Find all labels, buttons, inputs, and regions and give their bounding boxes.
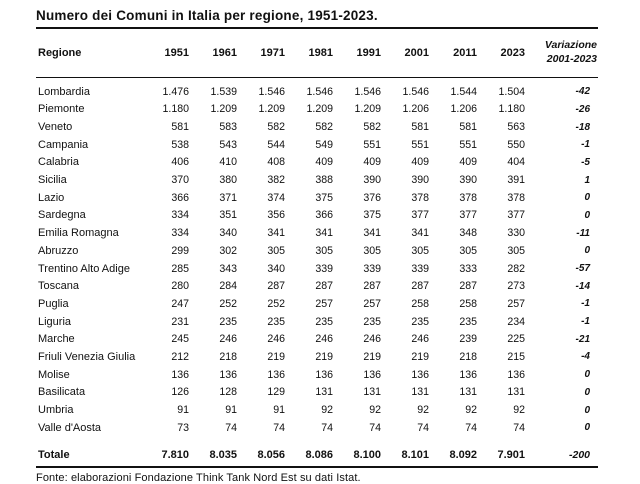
table-row	[36, 207, 598, 225]
year-value: 378	[411, 191, 429, 204]
year-value: 131	[411, 386, 429, 399]
region-name: Marche	[38, 333, 75, 346]
year-value: 550	[507, 138, 525, 151]
year-value: 305	[507, 244, 525, 257]
year-value: 375	[363, 209, 381, 222]
total-value-2011: 8.092	[449, 448, 477, 461]
year-value: 1.206	[402, 103, 429, 116]
year-value: 366	[315, 209, 333, 222]
column-header-1951: 1951	[141, 29, 189, 78]
year-value: 129	[267, 386, 285, 399]
year-value: 583	[219, 121, 237, 133]
year-value: 258	[459, 297, 477, 310]
year-value: 1.539	[210, 85, 237, 98]
variation-value: 0	[584, 422, 590, 434]
year-value: 538	[171, 138, 189, 151]
column-header-2001: 2001	[381, 29, 429, 78]
table-row	[36, 118, 598, 136]
variation-value: 0	[584, 245, 590, 257]
year-value: 339	[315, 262, 333, 275]
variation-value: -4	[581, 351, 590, 363]
year-value: 126	[171, 386, 189, 399]
table-row	[36, 260, 598, 278]
region-name: Lazio	[38, 191, 65, 204]
year-value: 74	[369, 421, 381, 434]
year-value: 91	[273, 404, 285, 416]
year-value: 366	[171, 191, 189, 204]
year-value: 128	[219, 386, 237, 399]
variation-value: 1	[584, 174, 590, 186]
year-value: 131	[507, 386, 525, 399]
year-value: 351	[219, 209, 237, 222]
source-note: Fonte: elaborazioni Fondazione Think Tank Nord Est su dati Istat.	[36, 471, 361, 484]
region-name: Veneto	[38, 121, 73, 133]
year-value: 305	[459, 244, 477, 257]
year-value: 74	[465, 421, 477, 434]
figure-container	[36, 4, 598, 484]
year-value: 215	[507, 350, 525, 363]
region-name: Sicilia	[38, 174, 67, 187]
comuni-table	[36, 29, 598, 468]
year-value: 543	[219, 138, 237, 151]
year-value: 252	[219, 297, 237, 310]
column-header-regione: Regione	[36, 29, 141, 78]
variation-value: 0	[584, 386, 590, 398]
year-value: 1.180	[498, 103, 525, 116]
year-value: 74	[417, 421, 429, 434]
year-value: 247	[171, 297, 189, 310]
variation-value: -11	[576, 227, 590, 239]
variation-value: -1	[581, 316, 590, 328]
table-row	[36, 366, 598, 384]
year-value: 246	[219, 333, 237, 346]
region-name: Toscana	[38, 280, 79, 293]
year-value: 92	[321, 404, 333, 416]
year-value: 74	[225, 421, 237, 434]
column-header-2011: 2011	[429, 29, 477, 78]
year-value: 1.546	[306, 85, 333, 98]
variation-value: -1	[581, 298, 590, 310]
year-value: 245	[171, 333, 189, 346]
year-value: 1.544	[450, 85, 477, 98]
year-value: 340	[219, 227, 237, 240]
region-name: Basilicata	[38, 386, 86, 399]
year-value: 409	[459, 156, 477, 169]
variation-value: 0	[584, 369, 590, 381]
column-header-1991: 1991	[333, 29, 381, 78]
year-value: 92	[417, 404, 429, 416]
year-value: 581	[411, 121, 429, 133]
year-value: 1.209	[354, 103, 381, 116]
year-value: 581	[171, 121, 189, 133]
year-value: 235	[411, 315, 429, 328]
year-value: 305	[267, 244, 285, 257]
region-name: Liguria	[38, 315, 72, 328]
year-value: 257	[315, 297, 333, 310]
year-value: 246	[267, 333, 285, 346]
year-value: 287	[459, 280, 477, 293]
variation-value: -57	[575, 263, 590, 274]
year-value: 74	[321, 421, 333, 434]
year-value: 136	[363, 368, 381, 381]
year-value: 219	[363, 350, 381, 363]
year-value: 246	[315, 333, 333, 346]
total-label: Totale	[38, 448, 70, 461]
year-value: 131	[315, 386, 333, 399]
year-value: 131	[459, 386, 477, 399]
year-value: 348	[459, 227, 477, 240]
year-value: 390	[363, 174, 381, 187]
variation-value: -5	[581, 156, 590, 168]
table-row	[36, 154, 598, 172]
year-value: 302	[219, 244, 237, 257]
variation-value: -18	[575, 121, 590, 133]
year-value: 235	[219, 315, 237, 328]
region-name: Molise	[38, 368, 70, 381]
year-value: 582	[363, 121, 381, 133]
year-value: 356	[267, 209, 285, 222]
variation-value: 0	[584, 404, 590, 416]
variation-value: -21	[575, 333, 590, 345]
year-value: 1.209	[258, 103, 285, 116]
year-value: 225	[507, 333, 525, 346]
region-name: Emilia Romagna	[38, 227, 119, 240]
variation-value: -26	[575, 103, 590, 115]
year-value: 334	[171, 227, 189, 240]
year-value: 377	[507, 209, 525, 222]
year-value: 235	[315, 315, 333, 328]
table-row	[36, 419, 598, 437]
year-value: 1.476	[162, 85, 189, 98]
table-row	[36, 277, 598, 295]
table-row	[36, 330, 598, 348]
year-value: 257	[363, 297, 381, 310]
table-row	[36, 224, 598, 242]
total-value-1991: 8.100	[353, 448, 381, 461]
year-value: 92	[513, 404, 525, 416]
year-value: 91	[177, 404, 189, 416]
year-value: 74	[273, 421, 285, 434]
year-value: 218	[219, 350, 237, 363]
variation-value: -14	[575, 280, 590, 292]
table-row	[36, 136, 598, 154]
year-value: 287	[315, 280, 333, 293]
total-value-2001: 8.101	[401, 448, 429, 461]
year-value: 136	[219, 368, 237, 381]
year-value: 410	[219, 156, 237, 169]
column-header-1981: 1981	[285, 29, 333, 78]
table-row	[36, 189, 598, 207]
year-value: 1.209	[306, 103, 333, 116]
year-value: 92	[369, 404, 381, 416]
year-value: 406	[171, 156, 189, 169]
year-value: 305	[411, 244, 429, 257]
table-body	[36, 78, 598, 437]
total-value-1971: 8.056	[257, 448, 285, 461]
year-value: 380	[219, 174, 237, 187]
year-value: 409	[315, 156, 333, 169]
table-row	[36, 171, 598, 189]
total-variation-value: -200	[568, 448, 590, 461]
region-name: Piemonte	[38, 103, 85, 116]
table-row	[36, 78, 598, 101]
year-value: 282	[507, 262, 525, 275]
region-name: Lombardia	[38, 85, 90, 98]
year-value: 1.180	[162, 103, 189, 116]
year-value: 218	[459, 350, 477, 363]
year-value: 404	[507, 156, 525, 169]
region-name: Calabria	[38, 156, 79, 169]
year-value: 235	[459, 315, 477, 328]
year-value: 582	[267, 121, 285, 133]
year-value: 1.546	[402, 85, 429, 98]
year-value: 91	[225, 404, 237, 416]
year-value: 371	[219, 191, 237, 204]
year-value: 339	[411, 262, 429, 275]
year-value: 285	[171, 262, 189, 275]
year-value: 92	[465, 404, 477, 416]
year-value: 235	[363, 315, 381, 328]
year-value: 333	[459, 262, 477, 275]
year-value: 551	[411, 138, 429, 151]
year-value: 408	[267, 156, 285, 169]
figure-title: Numero dei Comuni in Italia per regione, 1951-2023.	[36, 4, 598, 29]
region-name: Umbria	[38, 404, 74, 416]
year-value: 234	[507, 315, 525, 328]
variation-value: -1	[581, 139, 590, 151]
year-value: 219	[267, 350, 285, 363]
year-value: 370	[171, 174, 189, 187]
year-value: 409	[411, 156, 429, 169]
region-name: Sardegna	[38, 209, 86, 222]
total-value-1951: 7.810	[161, 448, 189, 461]
year-value: 257	[507, 297, 525, 310]
year-value: 377	[411, 209, 429, 222]
year-value: 330	[507, 227, 525, 240]
year-value: 212	[171, 350, 189, 363]
column-header-1971: 1971	[237, 29, 285, 78]
year-value: 339	[363, 262, 381, 275]
header-row	[36, 29, 598, 78]
table-header	[36, 29, 598, 78]
year-value: 390	[411, 174, 429, 187]
region-name: Abruzzo	[38, 244, 79, 257]
total-row	[36, 437, 598, 467]
year-value: 343	[219, 262, 237, 275]
table-row	[36, 242, 598, 260]
variation-value: 0	[584, 192, 590, 204]
year-value: 1.209	[210, 103, 237, 116]
year-value: 388	[315, 174, 333, 187]
total-value-1981: 8.086	[305, 448, 333, 461]
year-value: 341	[315, 227, 333, 240]
year-value: 581	[459, 121, 477, 133]
year-value: 549	[315, 138, 333, 151]
year-value: 136	[315, 368, 333, 381]
year-value: 252	[267, 297, 285, 310]
year-value: 284	[219, 280, 237, 293]
year-value: 287	[267, 280, 285, 293]
year-value: 409	[363, 156, 381, 169]
year-value: 239	[459, 333, 477, 346]
table-row	[36, 100, 598, 118]
year-value: 375	[315, 191, 333, 204]
year-value: 377	[459, 209, 477, 222]
year-value: 382	[267, 174, 285, 187]
year-value: 74	[513, 421, 525, 434]
year-value: 341	[411, 227, 429, 240]
year-value: 551	[363, 138, 381, 151]
column-header-2023: 2023	[477, 29, 525, 78]
year-value: 378	[459, 191, 477, 204]
year-value: 131	[363, 386, 381, 399]
year-value: 235	[267, 315, 285, 328]
table-row	[36, 348, 598, 366]
year-value: 231	[171, 315, 189, 328]
year-value: 287	[363, 280, 381, 293]
year-value: 1.546	[354, 85, 381, 98]
table-row	[36, 295, 598, 313]
variation-value: -42	[575, 86, 590, 98]
year-value: 280	[171, 280, 189, 293]
year-value: 582	[315, 121, 333, 133]
total-value-2023: 7.901	[497, 448, 525, 461]
region-name: Campania	[38, 138, 89, 151]
year-value: 341	[363, 227, 381, 240]
year-value: 544	[267, 138, 285, 151]
region-name: Puglia	[38, 297, 69, 310]
year-value: 136	[411, 368, 429, 381]
year-value: 334	[171, 209, 189, 222]
year-value: 551	[459, 138, 477, 151]
table-total-section	[36, 437, 598, 467]
region-name: Trentino Alto Adige	[38, 262, 130, 275]
year-value: 136	[171, 368, 189, 381]
year-value: 390	[459, 174, 477, 187]
year-value: 305	[315, 244, 333, 257]
variation-value: 0	[584, 209, 590, 221]
year-value: 136	[507, 368, 525, 381]
region-name: Valle d'Aosta	[38, 421, 102, 434]
year-value: 1.206	[450, 103, 477, 116]
variazione-header-line2: 2001-2023	[546, 52, 597, 65]
total-value-1961: 8.035	[209, 448, 237, 461]
year-value: 376	[363, 191, 381, 204]
year-value: 341	[267, 227, 285, 240]
year-value: 219	[411, 350, 429, 363]
column-header-1961: 1961	[189, 29, 237, 78]
year-value: 273	[507, 280, 525, 293]
year-value: 299	[171, 244, 189, 257]
year-value: 378	[507, 191, 525, 204]
year-value: 246	[363, 333, 381, 346]
year-value: 287	[411, 280, 429, 293]
table-row	[36, 383, 598, 401]
year-value: 563	[507, 121, 525, 133]
year-value: 340	[267, 262, 285, 275]
year-value: 374	[267, 191, 285, 204]
region-name: Friuli Venezia Giulia	[38, 350, 136, 363]
year-value: 1.546	[258, 85, 285, 98]
year-value: 305	[363, 244, 381, 257]
year-value: 246	[411, 333, 429, 346]
year-value: 258	[411, 297, 429, 310]
year-value: 219	[315, 350, 333, 363]
year-value: 136	[267, 368, 285, 381]
year-value: 1.504	[498, 85, 525, 98]
year-value: 136	[459, 368, 477, 381]
year-value: 73	[177, 421, 189, 434]
year-value: 391	[507, 174, 525, 187]
column-header-variazione	[525, 29, 598, 78]
table-row	[36, 401, 598, 419]
variazione-header-line1: Variazione	[544, 39, 597, 51]
table-row	[36, 313, 598, 331]
